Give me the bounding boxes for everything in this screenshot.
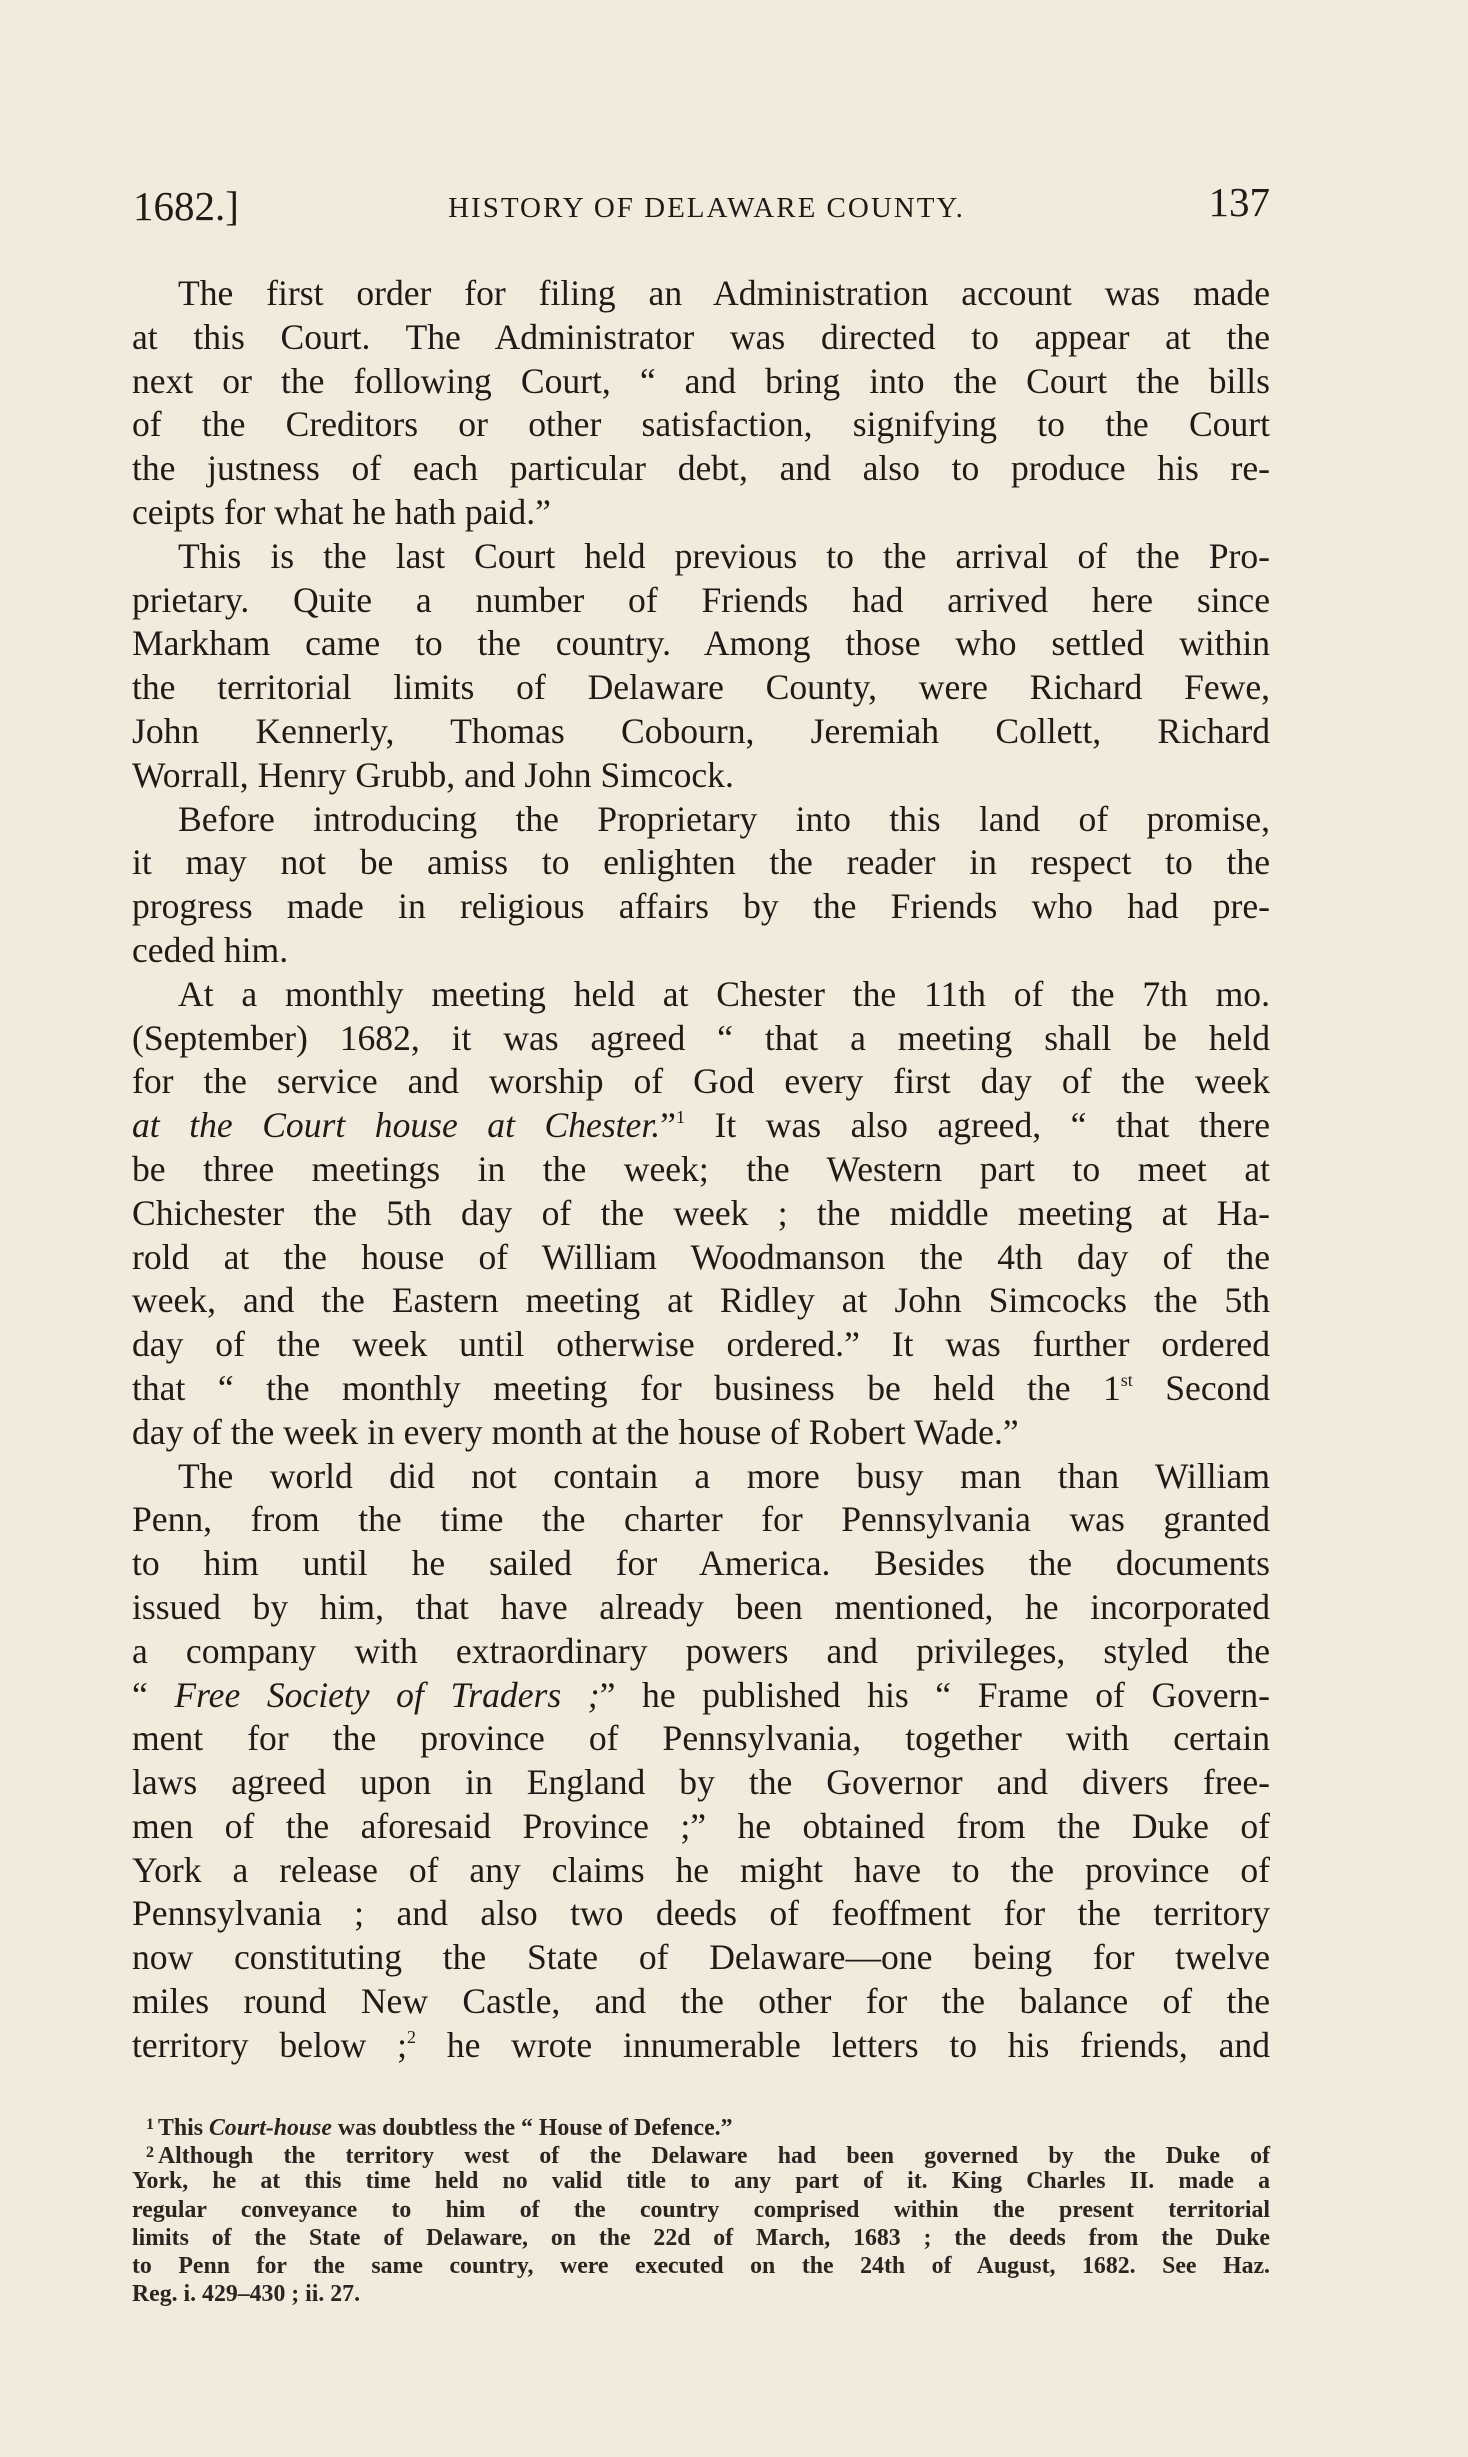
- text-line: The first order for filing an Administration account was made: [178, 273, 1270, 313]
- footnote-ref: 1: [675, 1107, 685, 1128]
- footnote-line: [132, 2196, 1270, 2224]
- text-line: day of the week until otherwise ordered.” It was further ordered: [132, 1324, 1270, 1365]
- header-year: 1682.]: [133, 183, 239, 229]
- text-line: ceipts for what he hath paid.”: [132, 491, 551, 532]
- line-segment: was doubtless the “ House of Defence.”: [331, 2115, 733, 2141]
- italic-segment: Court-house: [208, 2115, 332, 2141]
- line-segment: Second: [1132, 1367, 1270, 1408]
- text-line: progress made in religious affairs by the Friends who had pre-: [132, 886, 1270, 927]
- text-line: Penn, from the time the charter for Pennsylvania was granted: [132, 1499, 1270, 1540]
- line-segment: territory below ;: [132, 2024, 407, 2065]
- text-line: ceded him.: [132, 929, 289, 970]
- text-line: a company with extraordinary powers and privileges, styled the: [132, 1630, 1270, 1671]
- text-line: ment for the province of Pennsylvania, together with certain: [132, 1718, 1270, 1759]
- text-line: (September) 1682, it was agreed “ that a meeting shall be held: [132, 1017, 1270, 1058]
- text-line: York a release of any claims he might have to the province of: [132, 1849, 1270, 1890]
- text-line: now constituting the State of Delaware—one being for twelve: [132, 1937, 1270, 1978]
- text-line: [132, 2024, 1270, 2068]
- line-segment: York, he at this time held no valid title to any part of it. King Charles II. made a: [132, 2168, 1270, 2195]
- text-line: to him until he sailed for America. Besides the documents: [132, 1543, 1270, 1584]
- text-line: rold at the house of William Woodmanson the 4th day of the: [132, 1236, 1270, 1277]
- footnote-ref: 2: [407, 2026, 416, 2047]
- italic-segment: Free Society of Traders ;: [174, 1674, 600, 1715]
- text-line: [132, 1674, 1270, 1718]
- text-line: [132, 1367, 1270, 1411]
- text-line: Before introducing the Proprietary into this land of promise,: [178, 798, 1270, 839]
- page-number: 137: [1208, 179, 1270, 225]
- footnote-number: 2: [146, 2144, 154, 2162]
- text-line: day of the week in every month at the house of Robert Wade.”: [132, 1411, 1019, 1452]
- text-line: the justness of each particular debt, and also to produce his re-: [132, 448, 1270, 489]
- italic-segment: at the Court house at Chester.: [132, 1105, 661, 1146]
- running-header: [133, 178, 1270, 238]
- footnote-line: [132, 2252, 1270, 2280]
- text-line: [132, 1104, 1270, 1148]
- text-line: the territorial limits of Delaware County, were Richard Fewe,: [132, 667, 1270, 708]
- text-line: of the Creditors or other satisfaction, signifying to the Court: [132, 404, 1270, 445]
- text-line: The world did not contain a more busy man than William: [178, 1455, 1270, 1496]
- text-line: men of the aforesaid Province ;” he obtained from the Duke of: [132, 1805, 1270, 1846]
- text-line: issued by him, that have already been mentioned, he incorporated: [132, 1586, 1270, 1627]
- footnotes: [132, 2111, 1270, 2308]
- line-segment: Although the territory west of the Delaware had been governed by the Duke of: [158, 2143, 1270, 2170]
- footnote-line: [132, 2224, 1270, 2252]
- line-segment: limits of the State of Delaware, on the 22d of March, 1683 ; the deeds from the Duke: [132, 2224, 1270, 2251]
- text-line: Worrall, Henry Grubb, and John Simcock.: [132, 754, 734, 795]
- line-segment: “: [132, 1674, 175, 1715]
- body-text: [132, 272, 1270, 2068]
- line-segment: regular conveyance to him of the country comprised within the present territorial: [132, 2196, 1270, 2223]
- text-line: prietary. Quite a number of Friends had arrived here since: [132, 579, 1270, 620]
- text-line: be three meetings in the week; the Western part to meet at: [132, 1148, 1270, 1189]
- header-title: HISTORY OF DELAWARE COUNTY.: [448, 192, 965, 224]
- text-line: miles round New Castle, and the other for the balance of the: [132, 1981, 1270, 2022]
- line-segment: This: [158, 2115, 209, 2141]
- footnote-ref: st: [1120, 1369, 1133, 1390]
- text-line: Pennsylvania ; and also two deeds of feoffment for the territory: [132, 1893, 1270, 1934]
- text-line: Markham came to the country. Among those who settled within: [132, 623, 1270, 664]
- footnote-number: 1: [146, 2116, 154, 2133]
- line-segment: he wrote innumerable letters to his friends, and: [416, 2024, 1270, 2065]
- line-segment: to Penn for the same country, were executed on the 24th of August, 1682. See Haz.: [132, 2252, 1270, 2279]
- footnote-line: [132, 2167, 1270, 2195]
- line-segment: Reg. i. 429–430 ; ii. 27.: [132, 2281, 361, 2308]
- line-segment: he published his “ Frame of Govern-: [615, 1674, 1270, 1715]
- footnote-line: [132, 2139, 1270, 2170]
- text-line: it may not be amiss to enlighten the reader in respect to the: [132, 842, 1270, 883]
- text-line: At a monthly meeting held at Chester the 11th of the 7th mo.: [178, 973, 1270, 1014]
- text-line: at this Court. The Administrator was directed to appear at the: [132, 316, 1270, 357]
- text-line: next or the following Court, “ and bring into the Court the bills: [132, 360, 1270, 401]
- text-line: This is the last Court held previous to the arrival of the Pro-: [178, 535, 1270, 576]
- footnote-line: [132, 2111, 1270, 2139]
- line-segment: ”: [660, 1105, 676, 1146]
- text-line: for the service and worship of God every first day of the week: [132, 1061, 1270, 1102]
- text-line: Chichester the 5th day of the week ; the middle meeting at Ha-: [132, 1192, 1270, 1233]
- line-segment: that “ the monthly meeting for business be held the 1: [132, 1367, 1121, 1408]
- line-segment: ”: [599, 1674, 616, 1715]
- line-segment: It was also agreed, “ that there: [684, 1105, 1270, 1146]
- footnote-line: [132, 2280, 1270, 2308]
- text-line: week, and the Eastern meeting at Ridley at John Simcocks the 5th: [132, 1280, 1270, 1321]
- text-line: John Kennerly, Thomas Cobourn, Jeremiah Collett, Richard: [132, 710, 1270, 751]
- text-line: laws agreed upon in England by the Governor and divers free-: [132, 1762, 1270, 1803]
